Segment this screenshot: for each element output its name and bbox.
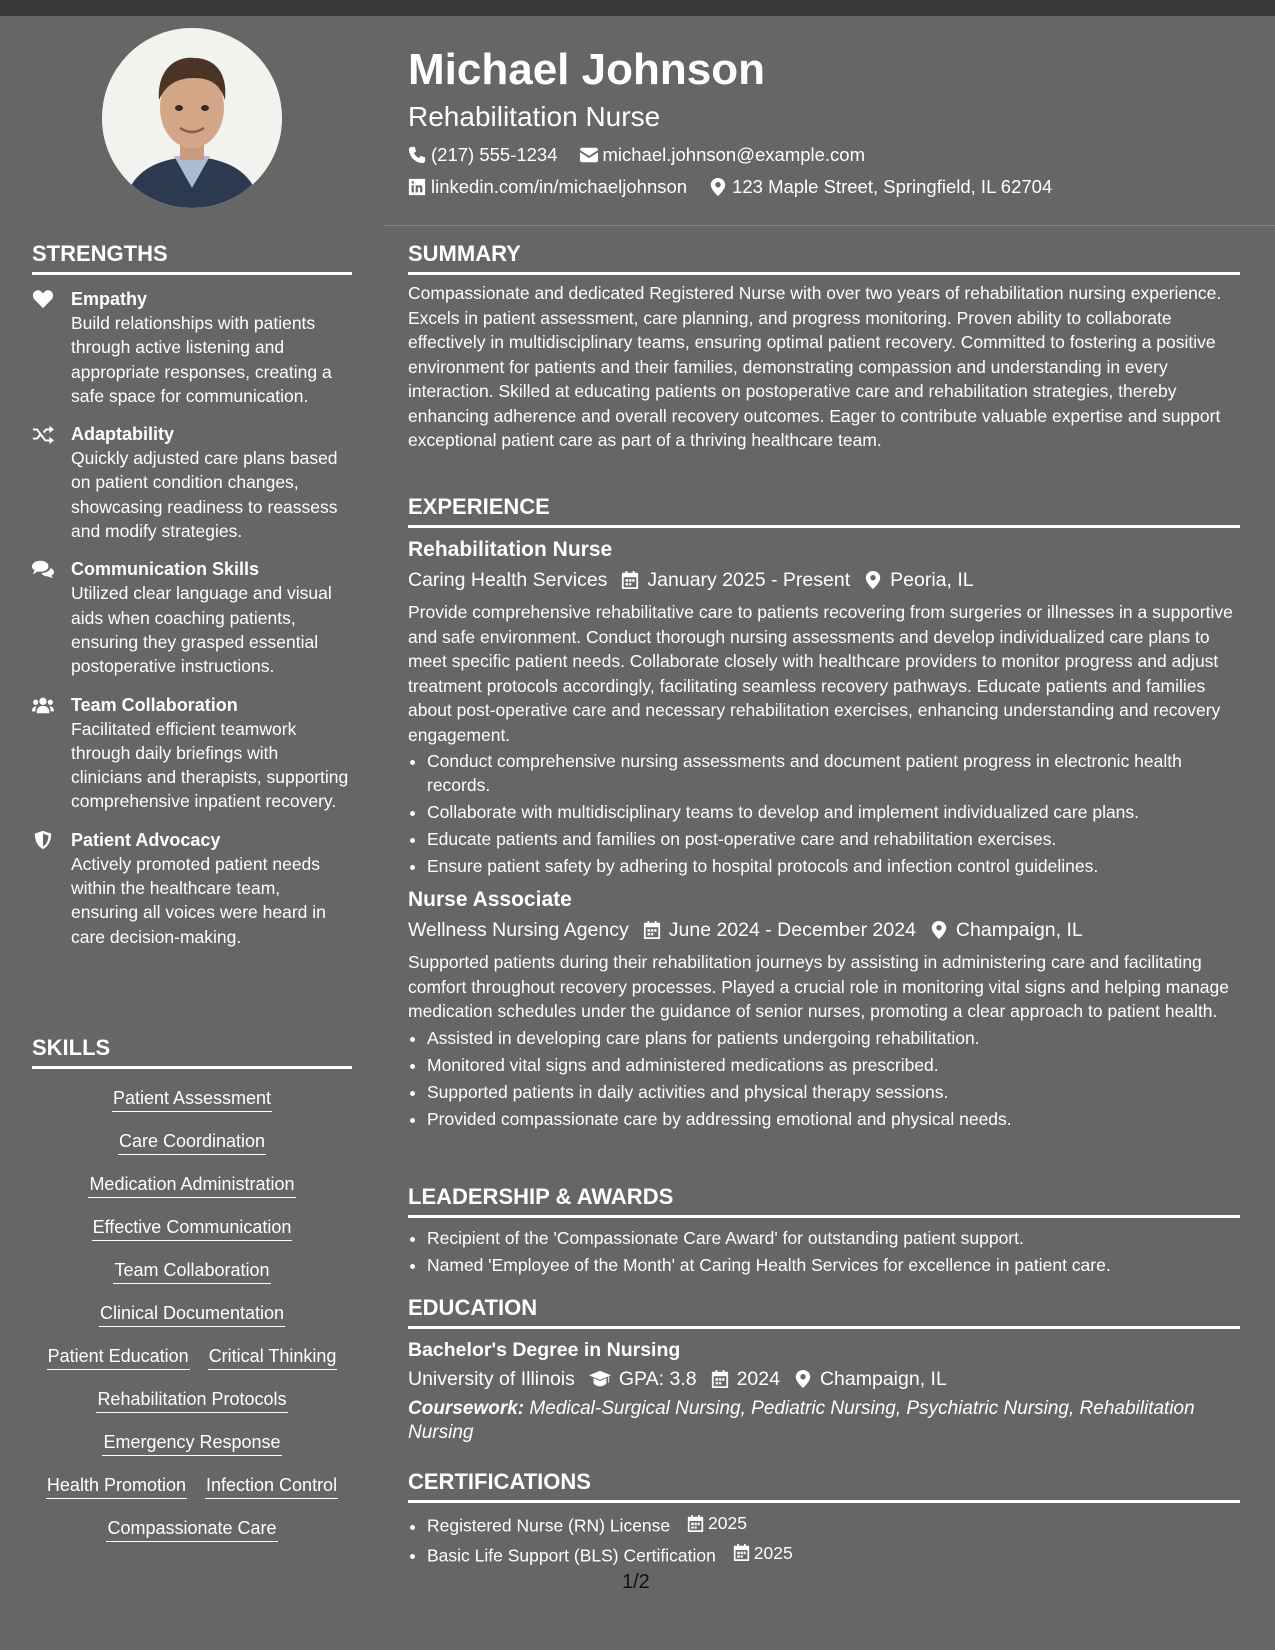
leadership-section <box>408 1183 1240 1280</box>
graduation-cap-icon <box>589 1370 611 1388</box>
experience-heading: EXPERIENCE <box>408 493 1240 528</box>
contact-email[interactable] <box>580 144 866 166</box>
education-location <box>794 1365 947 1393</box>
job-company: Wellness Nursing Agency <box>408 919 629 941</box>
contact-linkedin[interactable] <box>408 176 687 198</box>
contact-phone <box>408 144 558 166</box>
job-location-text: Champaign, IL <box>955 919 1083 941</box>
job-meta <box>408 916 1240 944</box>
degree-title: Bachelor's Degree in Nursing <box>408 1339 681 1361</box>
education-heading: EDUCATION <box>408 1294 1240 1329</box>
job-entry <box>408 886 1240 1131</box>
job-location <box>864 566 973 594</box>
skill-tag: Care Coordination <box>118 1129 266 1155</box>
skill-tag: Critical Thinking <box>208 1344 338 1370</box>
strengths-heading: STRENGTHS <box>32 240 352 275</box>
skill-tag: Infection Control <box>205 1473 338 1499</box>
header-divider <box>383 225 1275 226</box>
list-item: • Provided compassionate care by addressing emotional and physical needs. <box>427 1107 1240 1131</box>
summary-heading: SUMMARY <box>408 240 1240 275</box>
job-bullets <box>408 1026 1240 1131</box>
profile-header <box>408 40 1240 198</box>
summary-section <box>408 240 1240 453</box>
avatar <box>102 28 282 208</box>
strength-item <box>32 287 352 408</box>
gpa-text: GPA: 3.8 <box>618 1368 697 1390</box>
contact-row <box>408 176 1240 198</box>
job-entry <box>408 536 1240 878</box>
map-pin-icon <box>864 571 882 589</box>
job-entry-title: Rehabilitation Nurse <box>408 538 613 561</box>
job-meta <box>408 566 1240 594</box>
shield-icon <box>32 830 54 850</box>
summary-text: Compassionate and dedicated Registered Nurse with over two years of rehabilitation nursing experience. Excels in patient assessment, care planning, and progress monitoring. Proven ability to collaborate effectively in multidisciplinary teams, ensuring optimal patient recovery. Committed to fostering a positive environment for patients and their families, demonstrating compassion and understanding in every interaction. Skilled at educating patients on postoperative care and rehabilitation strategies, thereby enhancing adherence and overall recovery outcomes. Eager to contribute valuable expertise and support exceptional patient care as part of a thriving healthcare team. <box>408 283 1222 450</box>
list-item <box>427 1541 1240 1568</box>
skill-tag: Medication Administration <box>88 1172 295 1198</box>
certification-name: Basic Life Support (BLS) Certification <box>427 1545 716 1565</box>
skill-tag: Emergency Response <box>102 1430 281 1456</box>
strength-desc: Utilized clear language and visual aids when coaching patients, ensuring they grasped essential postoperative instructions. <box>71 583 332 677</box>
skill-tag: Clinical Documentation <box>99 1301 285 1327</box>
job-location <box>930 916 1083 944</box>
contact-address <box>709 176 1052 198</box>
education-meta <box>408 1365 1240 1393</box>
skill-tag: Health Promotion <box>46 1473 187 1499</box>
strength-item <box>32 693 352 814</box>
address-text: 123 Maple Street, Springfield, IL 62704 <box>732 176 1053 197</box>
school-name: University of Illinois <box>408 1368 575 1390</box>
job-dates-text: June 2024 - December 2024 <box>668 919 916 941</box>
job-description: Provide comprehensive rehabilitative care to patients recovering from surgeries or illnesses in a supportive and safe environment. Conduct thorough nursing assessments and develop individualized care plans to meet specific patient needs. Collaborate closely with healthcare providers to monitor progress and adjust treatment protocols accordingly, facilitating seamless recovery pathways. Educate patients and families about post-operative care and necessary rehabilitation exercises, enhancing understanding and recovery engagement. <box>408 602 1233 745</box>
leadership-heading: LEADERSHIP & AWARDS <box>408 1183 1240 1218</box>
comments-icon <box>32 559 54 579</box>
map-pin-icon <box>930 921 948 939</box>
strength-desc: Quickly adjusted care plans based on patient condition changes, showcasing readiness to reassess and modify strategies. <box>71 448 338 542</box>
list-item: • Conduct comprehensive nursing assessments and document patient progress in electronic health records. <box>427 749 1240 797</box>
envelope-icon <box>580 146 598 164</box>
phone-text: (217) 555-1234 <box>431 144 558 165</box>
skills-section <box>32 1034 352 1542</box>
certification-year-text: 2025 <box>753 1542 793 1563</box>
certification-name: Registered Nurse (RN) License <box>427 1515 671 1536</box>
contact-row <box>408 144 1240 166</box>
job-bullets <box>408 749 1240 878</box>
strength-title: Team Collaboration <box>71 694 238 715</box>
skill-tag: Rehabilitation Protocols <box>96 1387 287 1413</box>
shuffle-icon <box>32 424 54 444</box>
leadership-list <box>408 1226 1240 1277</box>
strength-item <box>32 828 352 949</box>
job-company: Caring Health Services <box>408 569 608 591</box>
list-item: • Ensure patient safety by adhering to hospital protocols and infection control guidelines. <box>427 854 1240 878</box>
person-name: Michael Johnson <box>408 45 765 94</box>
calendar-icon <box>687 1515 704 1532</box>
skill-tag: Effective Communication <box>92 1215 293 1241</box>
strength-title: Patient Advocacy <box>71 829 221 850</box>
job-entry-title: Nurse Associate <box>408 888 572 911</box>
job-dates-text: January 2025 - Present <box>647 569 851 591</box>
gpa <box>589 1365 697 1393</box>
certifications-section <box>408 1468 1240 1570</box>
heart-icon <box>32 289 54 309</box>
map-pin-icon <box>709 178 727 196</box>
strength-item <box>32 557 352 678</box>
certifications-heading: CERTIFICATIONS <box>408 1468 1240 1503</box>
top-bar <box>0 0 1275 16</box>
list-item <box>427 1511 1240 1538</box>
list-item: • Named 'Employee of the Month' at Caring Health Services for excellence in patient care. <box>427 1253 1240 1277</box>
users-icon <box>32 695 54 715</box>
coursework-text: Medical-Surgical Nursing, Pediatric Nursing, Psychiatric Nursing, Rehabilitation Nursing <box>408 1398 1195 1443</box>
skill-tag: Patient Education <box>47 1344 190 1370</box>
certification-year <box>687 1511 747 1535</box>
job-dates <box>643 916 916 944</box>
job-description: Supported patients during their rehabilitation journeys by assisting in administering care and facilitating comfort throughout recovery processes. Played a crucial role in monitoring vital signs and helping manage medication schedules under the guidance of senior nurses, promoting a clear approach to patient health. <box>408 952 1229 1021</box>
email-text: michael.johnson@example.com <box>602 144 866 165</box>
job-location-text: Peoria, IL <box>890 569 974 591</box>
coursework-label: Coursework: <box>408 1398 525 1419</box>
graduation-year <box>711 1365 780 1393</box>
certification-year-text: 2025 <box>708 1513 747 1533</box>
skill-tag: Team Collaboration <box>113 1258 270 1284</box>
coursework <box>408 1397 1240 1445</box>
avatar-photo <box>102 28 282 208</box>
education-section <box>408 1294 1240 1445</box>
certifications-list <box>408 1511 1240 1567</box>
job-dates <box>621 566 850 594</box>
list-item: • Monitored vital signs and administered medications as prescribed. <box>427 1053 1240 1077</box>
strength-desc: Actively promoted patient needs within the healthcare team, ensuring all voices were heard in care decision-making. <box>71 853 326 947</box>
linkedin-text: linkedin.com/in/michaeljohnson <box>431 176 688 197</box>
education-location-text: Champaign, IL <box>819 1368 947 1390</box>
strength-desc: Build relationships with patients through active listening and appropriate responses, creating a safe space for communication. <box>71 313 332 406</box>
calendar-icon <box>711 1370 729 1388</box>
map-pin-icon <box>794 1370 812 1388</box>
skill-tag: Patient Assessment <box>112 1086 272 1112</box>
calendar-icon <box>621 571 639 589</box>
experience-section <box>408 493 1240 1134</box>
page-indicator: 1/2 <box>622 1571 650 1593</box>
graduation-year-text: 2024 <box>736 1368 780 1390</box>
phone-icon <box>408 146 426 164</box>
strength-desc: Facilitated efficient teamwork through daily briefings with clinicians and therapists, supporting comprehensive inpatient recovery. <box>71 718 349 812</box>
job-title: Rehabilitation Nurse <box>408 101 661 132</box>
calendar-icon <box>643 921 661 939</box>
strength-title: Empathy <box>71 289 148 309</box>
certification-year <box>733 1541 793 1565</box>
list-item: • Recipient of the 'Compassionate Care Award' for outstanding patient support. <box>427 1226 1240 1250</box>
strength-item <box>32 422 352 543</box>
strength-title: Adaptability <box>71 424 175 445</box>
list-item: • Assisted in developing care plans for patients undergoing rehabilitation. <box>427 1026 1240 1050</box>
skills-heading: SKILLS <box>32 1034 352 1069</box>
linkedin-icon <box>408 178 426 196</box>
strengths-section <box>32 240 352 949</box>
list-item: • Collaborate with multidisciplinary teams to develop and implement individualized care plans. <box>427 800 1240 824</box>
skill-tag: Compassionate Care <box>106 1516 277 1542</box>
list-item: • Supported patients in daily activities and physical therapy sessions. <box>427 1080 1240 1104</box>
list-item: • Educate patients and families on post-operative care and rehabilitation exercises. <box>427 827 1240 851</box>
calendar-icon <box>733 1544 750 1561</box>
strength-title: Communication Skills <box>71 559 260 580</box>
